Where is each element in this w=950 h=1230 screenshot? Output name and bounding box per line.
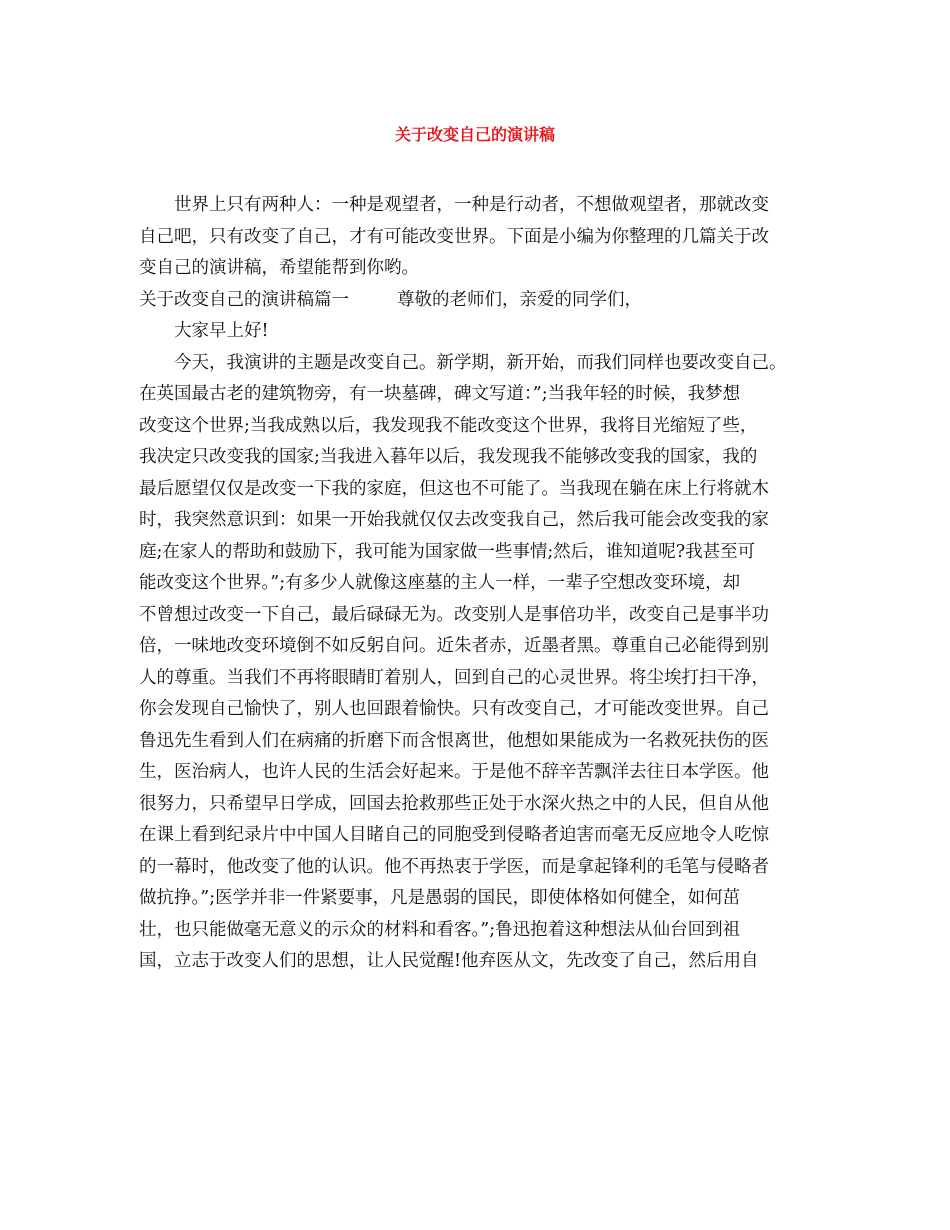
- text-line: 壮，也只能做毫无意义的示众的材料和看客。”;鲁迅抱着这种想法从仙台回到祖: [139, 919, 741, 940]
- text-line: 鲁迅先生看到人们在病痛的折磨下而含恨离世，他想如果能成为一名救死扶伤的医: [139, 730, 769, 751]
- text-line: 在课上看到纪录片中中国人目睹自己的同胞受到侵略者迫害而毫无反应地令人吃惊: [139, 825, 769, 845]
- section-heading: 关于改变自己的演讲稿篇一: [139, 289, 349, 310]
- greeting-line: 大家早上好!: [174, 321, 269, 341]
- document-title: 关于改变自己的演讲稿: [394, 125, 555, 144]
- text-line: 人的尊重。当我们不再将眼睛盯着别人，回到自己的心灵世界。将尘埃打扫干净，: [139, 667, 769, 688]
- text-line: 变自己的演讲稿，希望能帮到你哟。: [139, 258, 419, 278]
- text-line: 生，医治病人，也许人民的生活会好起来。于是他不辞辛苦飘洋去往日本学医。他: [139, 762, 769, 782]
- text-line: 庭;在家人的帮助和鼓励下，我可能为国家做一些事情;然后，谁知道呢?我甚至可: [139, 541, 756, 562]
- text-line: 的一幕时，他改变了他的认识。他不再热衷于学医，而是拿起锋利的毛笔与侵略者: [139, 856, 769, 877]
- text-line: 最后愿望仅仅是改变一下我的家庭，但这也不可能了。当我现在躺在床上行将就木: [139, 478, 769, 499]
- text-line: 能改变这个世界。”;有多少人就像这座墓的主人一样，一辈子空想改变环境，却: [139, 573, 741, 593]
- text-line: 做抗挣。”;医学并非一件紧要事，凡是愚弱的国民，即使体格如何健全，如何茁: [139, 888, 741, 908]
- salutation: 尊敬的老师们，亲爱的同学们，: [397, 289, 642, 310]
- text-line: 国，立志于改变人们的思想，让人民觉醒!他弃医从文，先改变了自己，然后用自: [139, 951, 759, 971]
- text-line: 在英国最古老的建筑物旁，有一块墓碑，碑文写道：”;当我年轻的时候，我梦想: [139, 384, 741, 404]
- text-line: 时，我突然意识到：如果一开始我就仅仅去改变我自己，然后我可能会改变我的家: [139, 510, 769, 530]
- text-line: 倍，一味地改变环境倒不如反躬自问。近朱者赤，近墨者黑。尊重自己必能得到别: [139, 636, 769, 656]
- text-line: 不曾想过改变一下自己，最后碌碌无为。改变别人是事倍功半，改变自己是事半功: [139, 604, 769, 625]
- section-heading-line: [139, 285, 829, 317]
- text-line: 今天，我演讲的主题是改变自己。新学期，新开始，而我们同样也要改变自己。: [174, 352, 787, 373]
- text-line: 世界上只有两种人：一种是观望者，一种是行动者，不想做观望者，那就改变: [174, 195, 769, 215]
- document-body: [139, 190, 829, 978]
- text-line: 你会发现自己愉快了，别人也回跟着愉快。只有改变自己，才可能改变世界。自己: [139, 699, 769, 719]
- text-line: 自己吧，只有改变了自己，才有可能改变世界。下面是小编为你整理的几篇关于改: [139, 226, 769, 247]
- text-line: 我决定只改变我的国家;当我进入暮年以后，我发现我不能够改变我的国家，我的: [139, 447, 758, 467]
- text-line: 很努力，只希望早日学成，回国去抢救那些正处于水深火热之中的人民，但自从他: [139, 793, 769, 814]
- text-line: 改变这个世界;当我成熟以后，我发现我不能改变这个世界，我将目光缩短了些，: [139, 415, 758, 436]
